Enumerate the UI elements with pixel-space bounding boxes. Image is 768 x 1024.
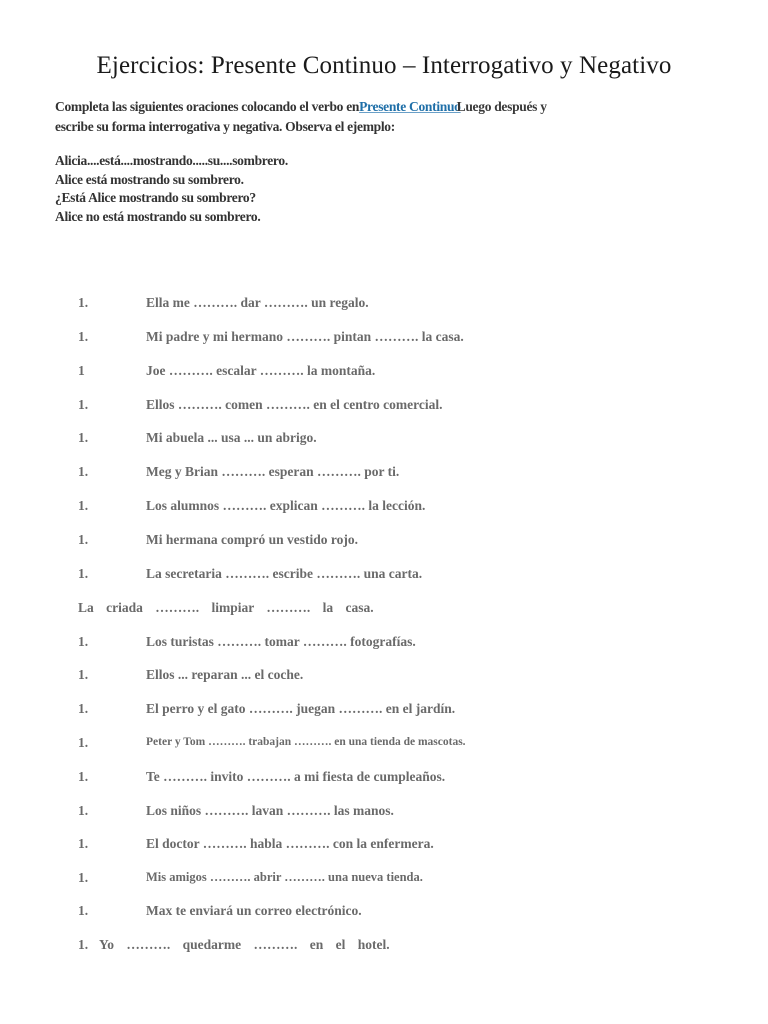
page-title: Ejercicios: Presente Continuo – Interrogativo y Negativo <box>96 52 672 79</box>
exercise-sentence: Los niños ………. lavan ………. las manos. <box>146 803 394 818</box>
exercise-number: 1. <box>78 430 89 445</box>
exercise-item <box>0 397 768 419</box>
exercise-sentence: Mi hermana compró un vestido rojo. <box>146 532 358 547</box>
exercise-number: 1. <box>78 498 89 513</box>
exercise-item <box>0 464 768 486</box>
exercise-sentence: Joe ………. escalar ………. la montaña. <box>146 363 376 378</box>
exercise-number: 1. <box>78 701 89 716</box>
exercise-sentence: Los alumnos ………. explican ………. la lección. <box>146 498 426 513</box>
exercise-sentence: Ellos ... reparan ... el coche. <box>146 667 304 682</box>
exercise-item <box>0 329 768 351</box>
exercise-sentence: La criada ………. limpiar ………. la casa. <box>78 600 374 615</box>
example-line: Alice está mostrando su sombrero. <box>55 171 244 187</box>
instructions-line-2: escribe su forma interrogativa y negativa. Observa el ejemplo: <box>55 119 395 134</box>
exercise-sentence: El doctor ………. habla ………. con la enfermera. <box>146 836 434 851</box>
exercise-number: 1. <box>78 903 89 918</box>
exercise-item <box>0 803 768 825</box>
exercise-sentence: Yo ………. quedarme ………. en el hotel. <box>99 937 390 952</box>
exercise-item <box>0 735 768 757</box>
exercise-number: 1. <box>78 329 89 344</box>
exercise-sentence: Ellos ………. comen ………. en el centro comercial. <box>146 397 443 412</box>
exercise-item <box>0 667 768 689</box>
exercise-number: 1. <box>78 735 89 750</box>
exercise-number: 1. <box>78 397 89 412</box>
exercise-sentence: Mi abuela ... usa ... un abrigo. <box>146 430 317 445</box>
exercise-sentence: Mi padre y mi hermano ………. pintan ………. la casa. <box>146 329 464 344</box>
exercise-item <box>0 498 768 520</box>
example-negative: Alice no está mostrando su sombrero. <box>55 208 261 224</box>
exercise-item <box>0 363 768 385</box>
exercise-item <box>0 566 768 588</box>
exercise-item <box>0 903 768 925</box>
exercise-sentence: Max te enviará un correo electrónico. <box>146 903 362 918</box>
presente-continuo-link[interactable]: Presente Continuo <box>359 99 461 114</box>
exercise-item <box>0 870 768 892</box>
exercise-number: 1. <box>78 295 89 310</box>
exercise-item <box>0 295 768 317</box>
exercise-number: 1. <box>78 803 89 818</box>
exercise-item <box>0 769 768 791</box>
example-question: ¿Está Alice mostrando su sombrero? <box>55 190 256 205</box>
exercise-number: 1. <box>78 937 89 952</box>
exercise-number: 1. <box>78 634 89 649</box>
example-line: Alicia....está....mostrando.....su....sombrero. <box>55 153 288 168</box>
exercise-item <box>0 430 768 452</box>
exercise-number: 1. <box>78 836 89 851</box>
exercise-sentence: Meg y Brian ………. esperan ………. por ti. <box>146 464 400 479</box>
exercise-sentence: La secretaria ………. escribe ………. una carta. <box>146 566 423 581</box>
exercise-number: 1. <box>78 464 89 479</box>
exercise-sentence: El perro y el gato ………. juegan ………. en el jardín. <box>146 701 456 716</box>
exercise-number: 1 <box>78 363 85 378</box>
exercise-number: 1. <box>78 532 89 547</box>
exercise-sentence: Ella me ………. dar ………. un regalo. <box>146 295 369 310</box>
instructions-text: Completa las siguientes oraciones colocando el verbo en <box>55 99 360 114</box>
exercise-item <box>0 836 768 858</box>
exercise-number: 1. <box>78 870 89 885</box>
exercise-number: 1. <box>78 667 89 682</box>
exercise-item <box>0 937 768 959</box>
exercise-item <box>0 600 768 622</box>
exercise-number: 1. <box>78 566 89 581</box>
exercise-item <box>0 634 768 656</box>
exercise-sentence: Peter y Tom ………. trabajan ………. en una tienda de mascotas. <box>146 736 466 748</box>
exercise-sentence: Los turistas ………. tomar ………. fotografías. <box>146 634 416 649</box>
exercise-item <box>0 532 768 554</box>
exercise-sentence: Mis amigos ………. abrir ………. una nueva tienda. <box>146 870 423 884</box>
instructions-overlap-text: Luego después y <box>456 99 547 114</box>
exercise-sentence: Te ………. invito ………. a mi fiesta de cumpleaños. <box>146 769 446 784</box>
exercise-item <box>0 701 768 723</box>
exercise-number: 1. <box>78 769 89 784</box>
